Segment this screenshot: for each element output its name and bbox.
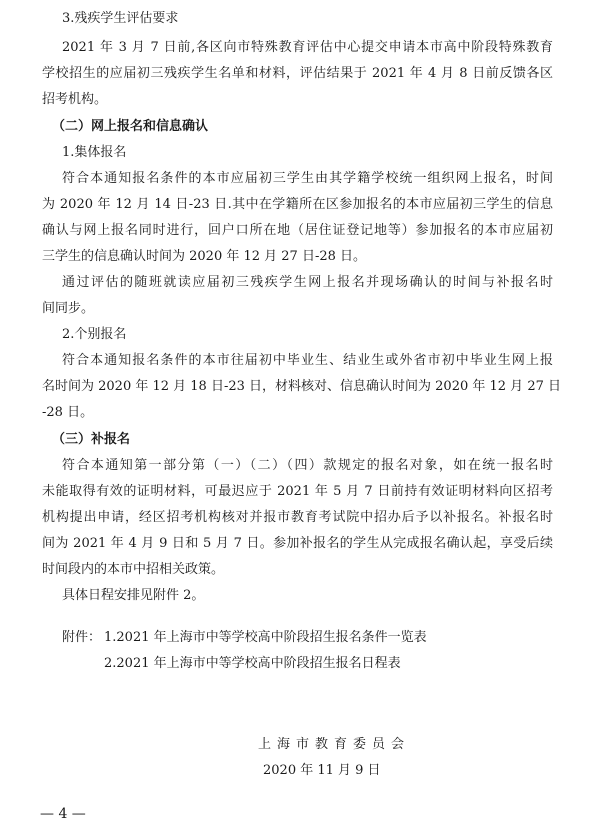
schedule-note: 具体日程安排见附件 2。 [62, 588, 205, 603]
attachment-item: 1.2021 年上海市中等学校高中阶段招生报名条件一览表 [104, 630, 427, 645]
attachment-item: 2.2021 年上海市中等学校高中阶段招生报名日程表 [104, 656, 401, 671]
attachments-label: 附件： [62, 630, 102, 645]
paragraph-line: 招考机构。 [42, 92, 108, 107]
paragraph-line: 机构提出申请，经区招考机构核对并报市教育考试院中招办后予以补报名。补报名时 [42, 510, 553, 525]
paragraph-line: 时间段内的本市中招相关政策。 [42, 562, 225, 577]
section-heading: （二）网上报名和信息确认 [52, 119, 209, 134]
paragraph-line: 符合本通知第一部分第（一）（二）（四）款规定的报名对象，如在统一报名时 [62, 458, 553, 473]
paragraph-line: 间为 2021 年 4 月 9 日和 5 月 7 日。参加补报名的学生从完成报名确认起，享受后续 [42, 536, 553, 551]
paragraph-line: 通过评估的随班就读应届初三残疾学生网上报名并现场确认的时间与补报名时 [62, 275, 553, 290]
paragraph-line: 未能取得有效的证明材料，可最迟应于 2021 年 5 月 7 日前持有效证明材料向区招考 [42, 484, 553, 499]
section-title: 3.残疾学生评估要求 [62, 11, 179, 26]
subsection-title: 1.集体报名 [62, 145, 127, 160]
paragraph-line: 符合本通知报名条件的本市应届初三学生由其学籍学校统一组织网上报名，时间 [62, 171, 553, 186]
paragraph-line: 符合本通知报名条件的本市往届初中毕业生、结业生或外省市初中毕业生网上报 [62, 353, 553, 368]
paragraph-line: 学校招生的应届初三残疾学生名单和材料，评估结果于 2021 年 4 月 8 日前反馈各区 [42, 66, 553, 81]
paragraph-line: 确认与网上报名同时进行，回户口所在地（居住证登记地等）参加报名的本市应届初 [42, 223, 553, 238]
subsection-title: 2.个别报名 [62, 327, 127, 342]
signature-org: 上海市教育委员会 [258, 737, 411, 752]
paragraph-line: 为 2020 年 12 月 14 日-23 日.其中在学籍所在区参加报名的本市应届初三学生的信息 [42, 197, 553, 212]
paragraph-line: -28 日。 [42, 405, 94, 420]
section-heading: （三）补报名 [52, 432, 131, 447]
signature-date: 2020 年 11 月 9 日 [263, 763, 381, 778]
page-number: — 4 — [40, 806, 86, 822]
paragraph-line: 三学生的信息确认时间为 2020 年 12 月 27 日-28 日。 [42, 249, 367, 264]
paragraph-line: 间同步。 [42, 301, 95, 316]
paragraph-line: 2021 年 3 月 7 日前,各区向市特殊教育评估中心提交申请本市高中阶段特殊教育 [62, 40, 553, 55]
paragraph-line: 名时间为 2020 年 12 月 18 日-23 日，材料核对、信息确认时间为 2020 年 12 月 27 日 [42, 379, 561, 394]
